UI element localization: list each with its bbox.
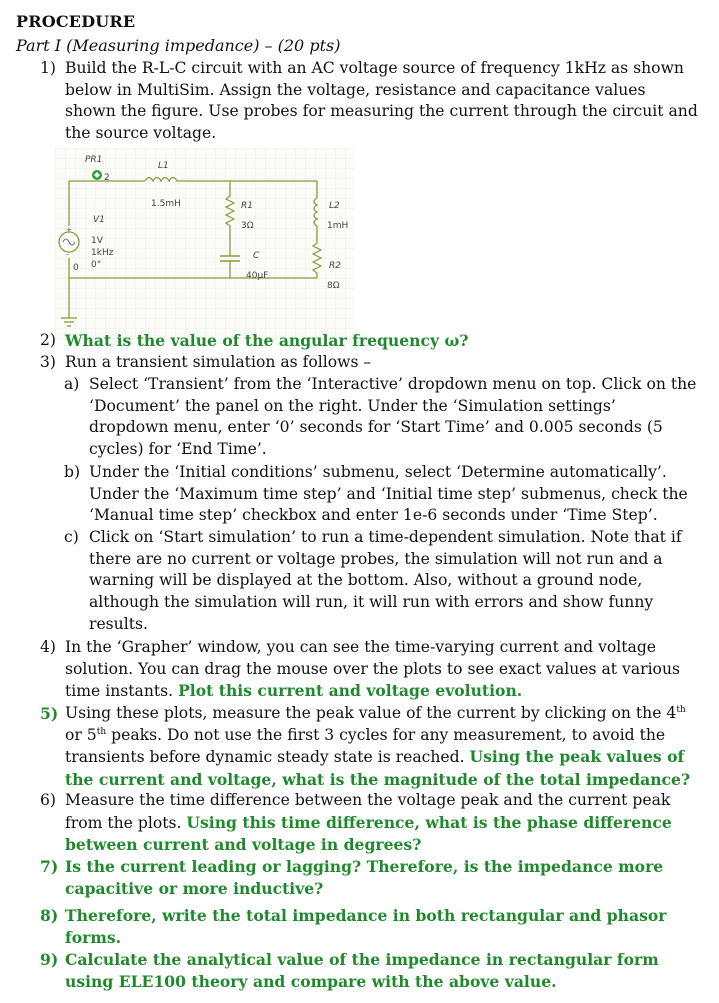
step-number: 2) <box>40 331 57 349</box>
part-title: Part I (Measuring impedance) – (20 pts) <box>16 36 341 55</box>
step-question: Calculate the analytical value of the impedance in rectangular form using ELE100 theory and compare with the above value. <box>65 950 659 991</box>
substep-text: Select ‘Transient’ from the ‘Interactive’ dropdown menu on top. Click on the ‘Document’ the panel on the right. Under the ‘Simulation settings’ dropdown menu, enter ‘0’ seconds for ‘Start Time’ and 0.005 seconds (5 cycles) for ‘End Time’. <box>89 375 697 459</box>
source-name: V1 <box>93 215 105 225</box>
step-number: 1) <box>40 59 57 77</box>
step-number: 8) <box>40 906 59 925</box>
substep-3a <box>64 374 700 461</box>
step-question: Therefore, write the total impedance in both rectangular and phasor forms. <box>65 906 667 947</box>
r1-value: 3Ω <box>241 221 254 231</box>
substep-letter: c) <box>64 528 79 546</box>
step-2 <box>40 330 700 352</box>
step-7 <box>40 856 700 899</box>
step-number: 4) <box>40 638 57 656</box>
step-text: peaks. Do not use the first 3 cycles for any measurement, to avoid the transients before dynamic steady state is reached. <box>65 725 666 767</box>
step-number: 3) <box>40 353 57 371</box>
ordinal-suffix: th <box>676 705 686 715</box>
l1-name: L1 <box>158 161 169 171</box>
step-5 <box>40 703 700 792</box>
svg-text:+: + <box>66 226 72 234</box>
step-6 <box>40 790 700 857</box>
source-voltage: 1V <box>91 236 103 246</box>
r1-name: R1 <box>241 201 253 211</box>
step-number: 6) <box>40 791 57 809</box>
source-frequency: 1kHz <box>91 248 114 258</box>
substep-letter: a) <box>64 375 80 393</box>
step-8 <box>40 905 700 948</box>
substep-text: Click on ‘Start simulation’ to run a time-dependent simulation. Note that if there are no current or voltage probes, the simulation will not run and a warning will be displayed at the bottom. Also, without a ground node, although the simulation will run, it will run with errors and show funny results. <box>89 528 682 633</box>
step-text: In the ‘Grapher’ window, you can see the time-varying current and voltage solution. You can drag the mouse over the plots to see exact values at various time instants. <box>65 638 680 701</box>
step-number: 5) <box>40 704 59 723</box>
step-1 <box>40 58 700 145</box>
ordinal-suffix: th <box>96 726 107 737</box>
step-text: Using these plots, measure the peak value of the current by clicking on the 4 <box>65 704 677 722</box>
step-9 <box>40 949 700 992</box>
r2-value: 8Ω <box>327 281 340 291</box>
svg-text:-: - <box>66 250 69 259</box>
step-text: Run a transient simulation as follows – <box>65 353 372 371</box>
step-question: Plot this current and voltage evolution. <box>178 681 523 701</box>
probe-label: PR1 <box>85 155 103 165</box>
substep-letter: b) <box>64 463 81 481</box>
c-name: C <box>253 251 260 261</box>
step-text: Build the R-L-C circuit with an AC voltage source of frequency 1kHz as shown below in MultiSim. Assign the voltage, resistance and capacitance values shown the figure. Use probes for measuring the current through the circuit and the source voltage. <box>65 59 698 143</box>
c-value: 40µF <box>246 271 269 281</box>
circuit-figure <box>55 148 355 340</box>
step-question: Using the peak values of the current and voltage, what is the magnitude of the total impedance? <box>65 747 691 790</box>
step-3 <box>40 352 700 374</box>
probe-icon <box>92 170 102 180</box>
step-number: 9) <box>40 950 59 969</box>
step-question: Is the current leading or lagging? Therefore, is the impedance more capacitive or more inductive? <box>65 857 664 898</box>
step-number: 7) <box>40 857 59 876</box>
procedure-heading: PROCEDURE <box>16 12 136 31</box>
step-4 <box>40 637 700 703</box>
substep-text: Under the ‘Initial conditions’ submenu, select ‘Determine automatically’. Under the ‘Maximum time step’ and ‘Initial time step’ submenus, check the ‘Manual time step’ checkbox and enter 1e-6 seconds under ‘Time Step’. <box>89 463 688 525</box>
substep-3b <box>64 462 700 527</box>
probe-number: 2 <box>104 173 110 183</box>
step-text: Measure the time difference between the voltage peak and the current peak from the plots. <box>65 791 671 832</box>
step-question: Using this time difference, what is the phase difference between current and voltage in degrees? <box>65 812 672 855</box>
l2-name: L2 <box>329 201 340 211</box>
l2-value: 1mH <box>327 221 349 231</box>
step-text: or 5 <box>65 725 97 744</box>
circuit-schematic <box>55 148 355 340</box>
source-phase: 0° <box>91 260 102 270</box>
source-node: 0 <box>73 263 79 273</box>
l1-value: 1.5mH <box>151 199 181 209</box>
r2-name: R2 <box>329 261 341 271</box>
step-question: What is the value of the angular frequency ω? <box>65 331 469 350</box>
substep-3c <box>64 527 700 636</box>
